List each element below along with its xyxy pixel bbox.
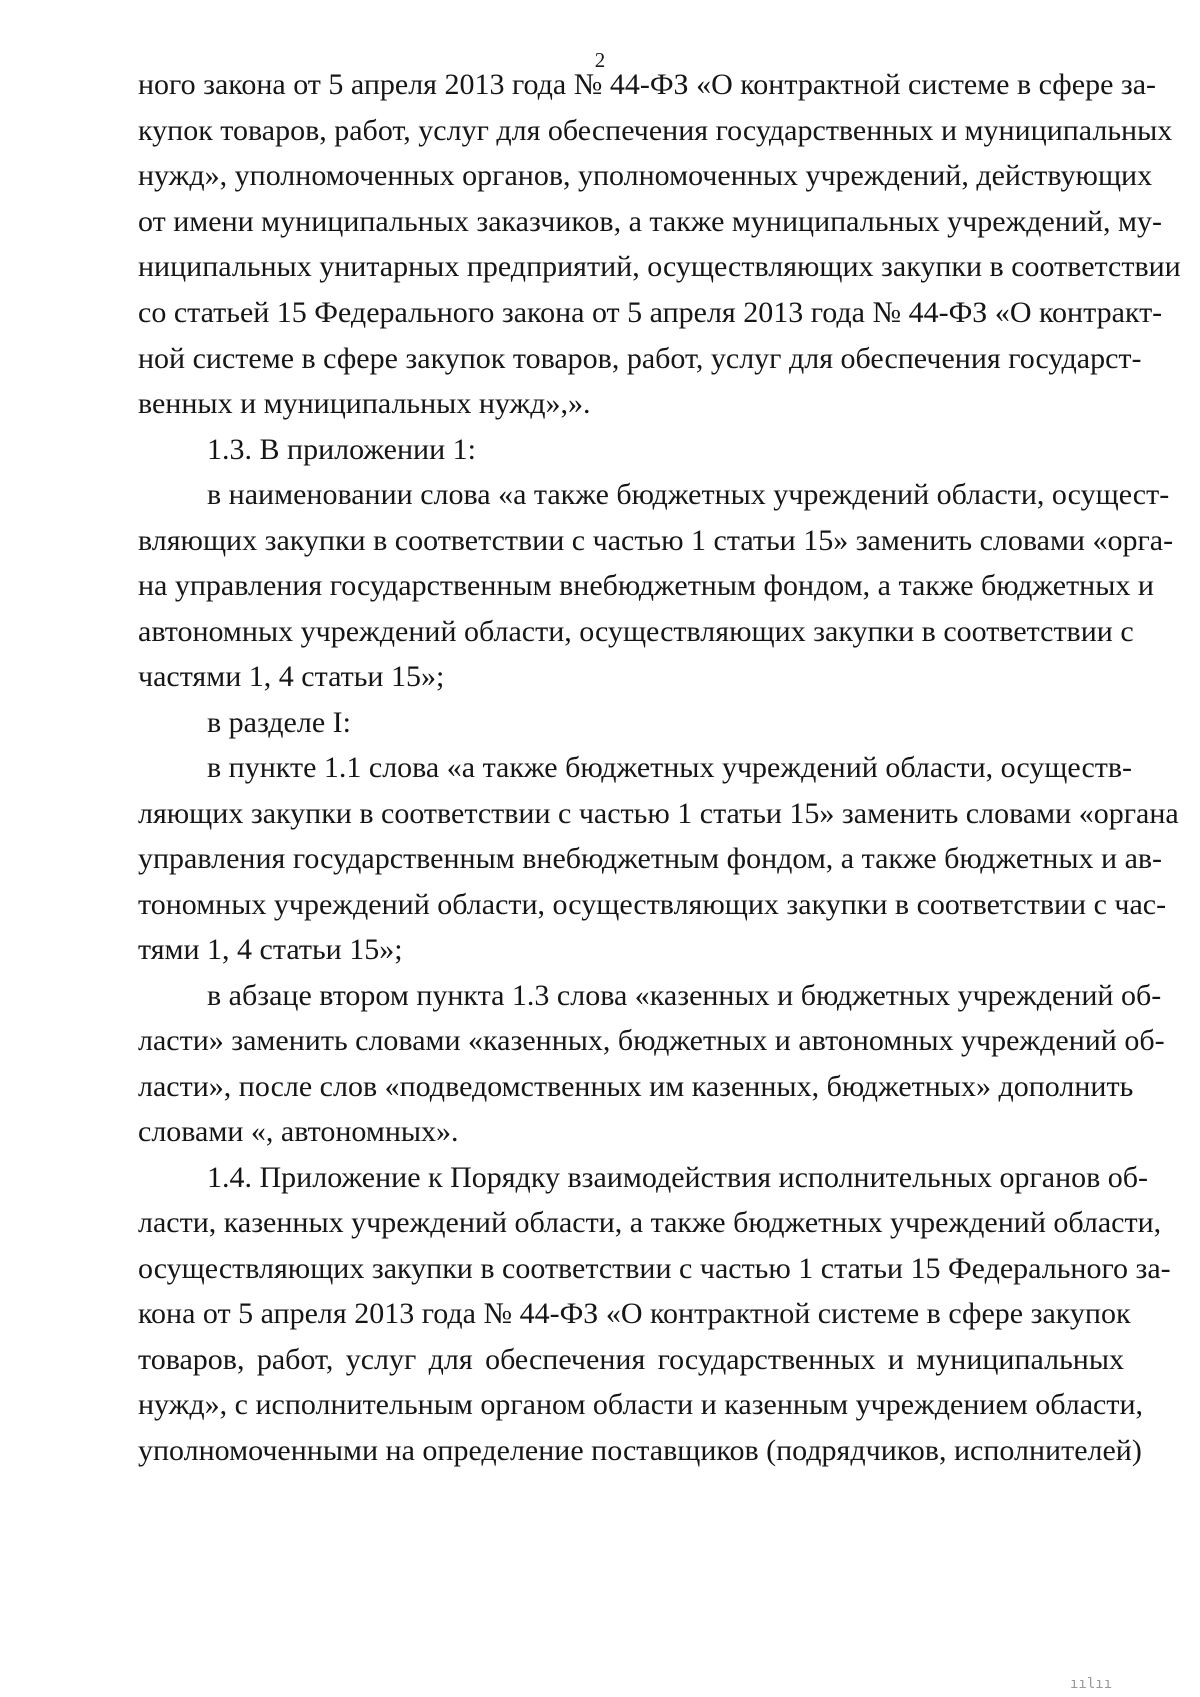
text-line: управления государственным внебюджетным фондом, а также бюджетных и ав- — [138, 842, 1163, 875]
text-line: тями 1, 4 статьи 15»; — [138, 933, 403, 966]
text-line: ласти», после слов «подведомственных им казенных, бюджетных» дополнить — [138, 1070, 1134, 1103]
text-line: ного закона от 5 апреля 2013 года № 44-ФЗ «О контрактной системе в сфере за- — [138, 68, 1157, 101]
section-heading: 1.3. В приложении 1: — [207, 433, 476, 466]
text-line: в наименовании слова «а также бюджетных учреждений области, осущест- — [207, 478, 1170, 511]
text-line: 1.4. Приложение к Порядку взаимодействия исполнительных органов об- — [207, 1161, 1149, 1194]
text-line: тономных учреждений области, осуществляющих закупки в соответствии с час- — [138, 888, 1167, 921]
text-line: нужд», с исполнительным органом области и казенным учреждением области, — [138, 1388, 1144, 1421]
text-line: в абзаце втором пункта 1.3 слова «казенных и бюджетных учреждений об- — [207, 979, 1162, 1012]
text-line: ной системе в сфере закупок товаров, работ, услуг для обеспечения государст- — [138, 342, 1142, 375]
text-line: товаров, работ, услуг для обеспечения государственных и муниципальных — [138, 1343, 1124, 1376]
scan-mark: ıılıı — [1070, 1676, 1113, 1692]
text-line: уполномоченными на определение поставщиков (подрядчиков, исполнителей) — [138, 1434, 1142, 1467]
text-line: нужд», уполномоченных органов, уполномоченных учреждений, действующих — [138, 159, 1153, 192]
text-line: ласти» заменить словами «казенных, бюджетных и автономных учреждений об- — [138, 1024, 1165, 1057]
text-line: частями 1, 4 статьи 15»; — [138, 660, 445, 693]
text-line: ниципальных унитарных предприятий, осуществляющих закупки в соответствии — [138, 250, 1181, 283]
text-line: ляющих закупки в соответствии с частью 1 статьи 15» заменить словами «органа — [138, 797, 1179, 830]
page-number: 2 — [594, 48, 606, 72]
text-line: купок товаров, работ, услуг для обеспечения государственных и муниципальных — [138, 114, 1173, 147]
text-line: на управления государственным внебюджетным фондом, а также бюджетных и — [138, 569, 1154, 602]
text-line: ласти, казенных учреждений области, а также бюджетных учреждений области, — [138, 1206, 1162, 1239]
text-line: от имени муниципальных заказчиков, а также муниципальных учреждений, му- — [138, 205, 1162, 238]
text-line: в разделе I: — [207, 706, 351, 739]
text-line: со статьей 15 Федерального закона от 5 апреля 2013 года № 44-ФЗ «О контракт- — [138, 296, 1163, 329]
text-line: вляющих закупки в соответствии с частью 1 статьи 15» заменить словами «орга- — [138, 524, 1174, 557]
text-line: словами «, автономных». — [138, 1115, 459, 1148]
text-line: осуществляющих закупки в соответствии с частью 1 статьи 15 Федерального за- — [138, 1252, 1171, 1285]
text-line: автономных учреждений области, осуществляющих закупки в соответствии с — [138, 615, 1134, 648]
text-line: в пункте 1.1 слова «а также бюджетных учреждений области, осуществ- — [207, 751, 1133, 784]
text-line: кона от 5 апреля 2013 года № 44-ФЗ «О контрактной системе в сфере закупок — [138, 1297, 1131, 1330]
text-line: венных и муниципальных нужд»,». — [138, 387, 591, 420]
